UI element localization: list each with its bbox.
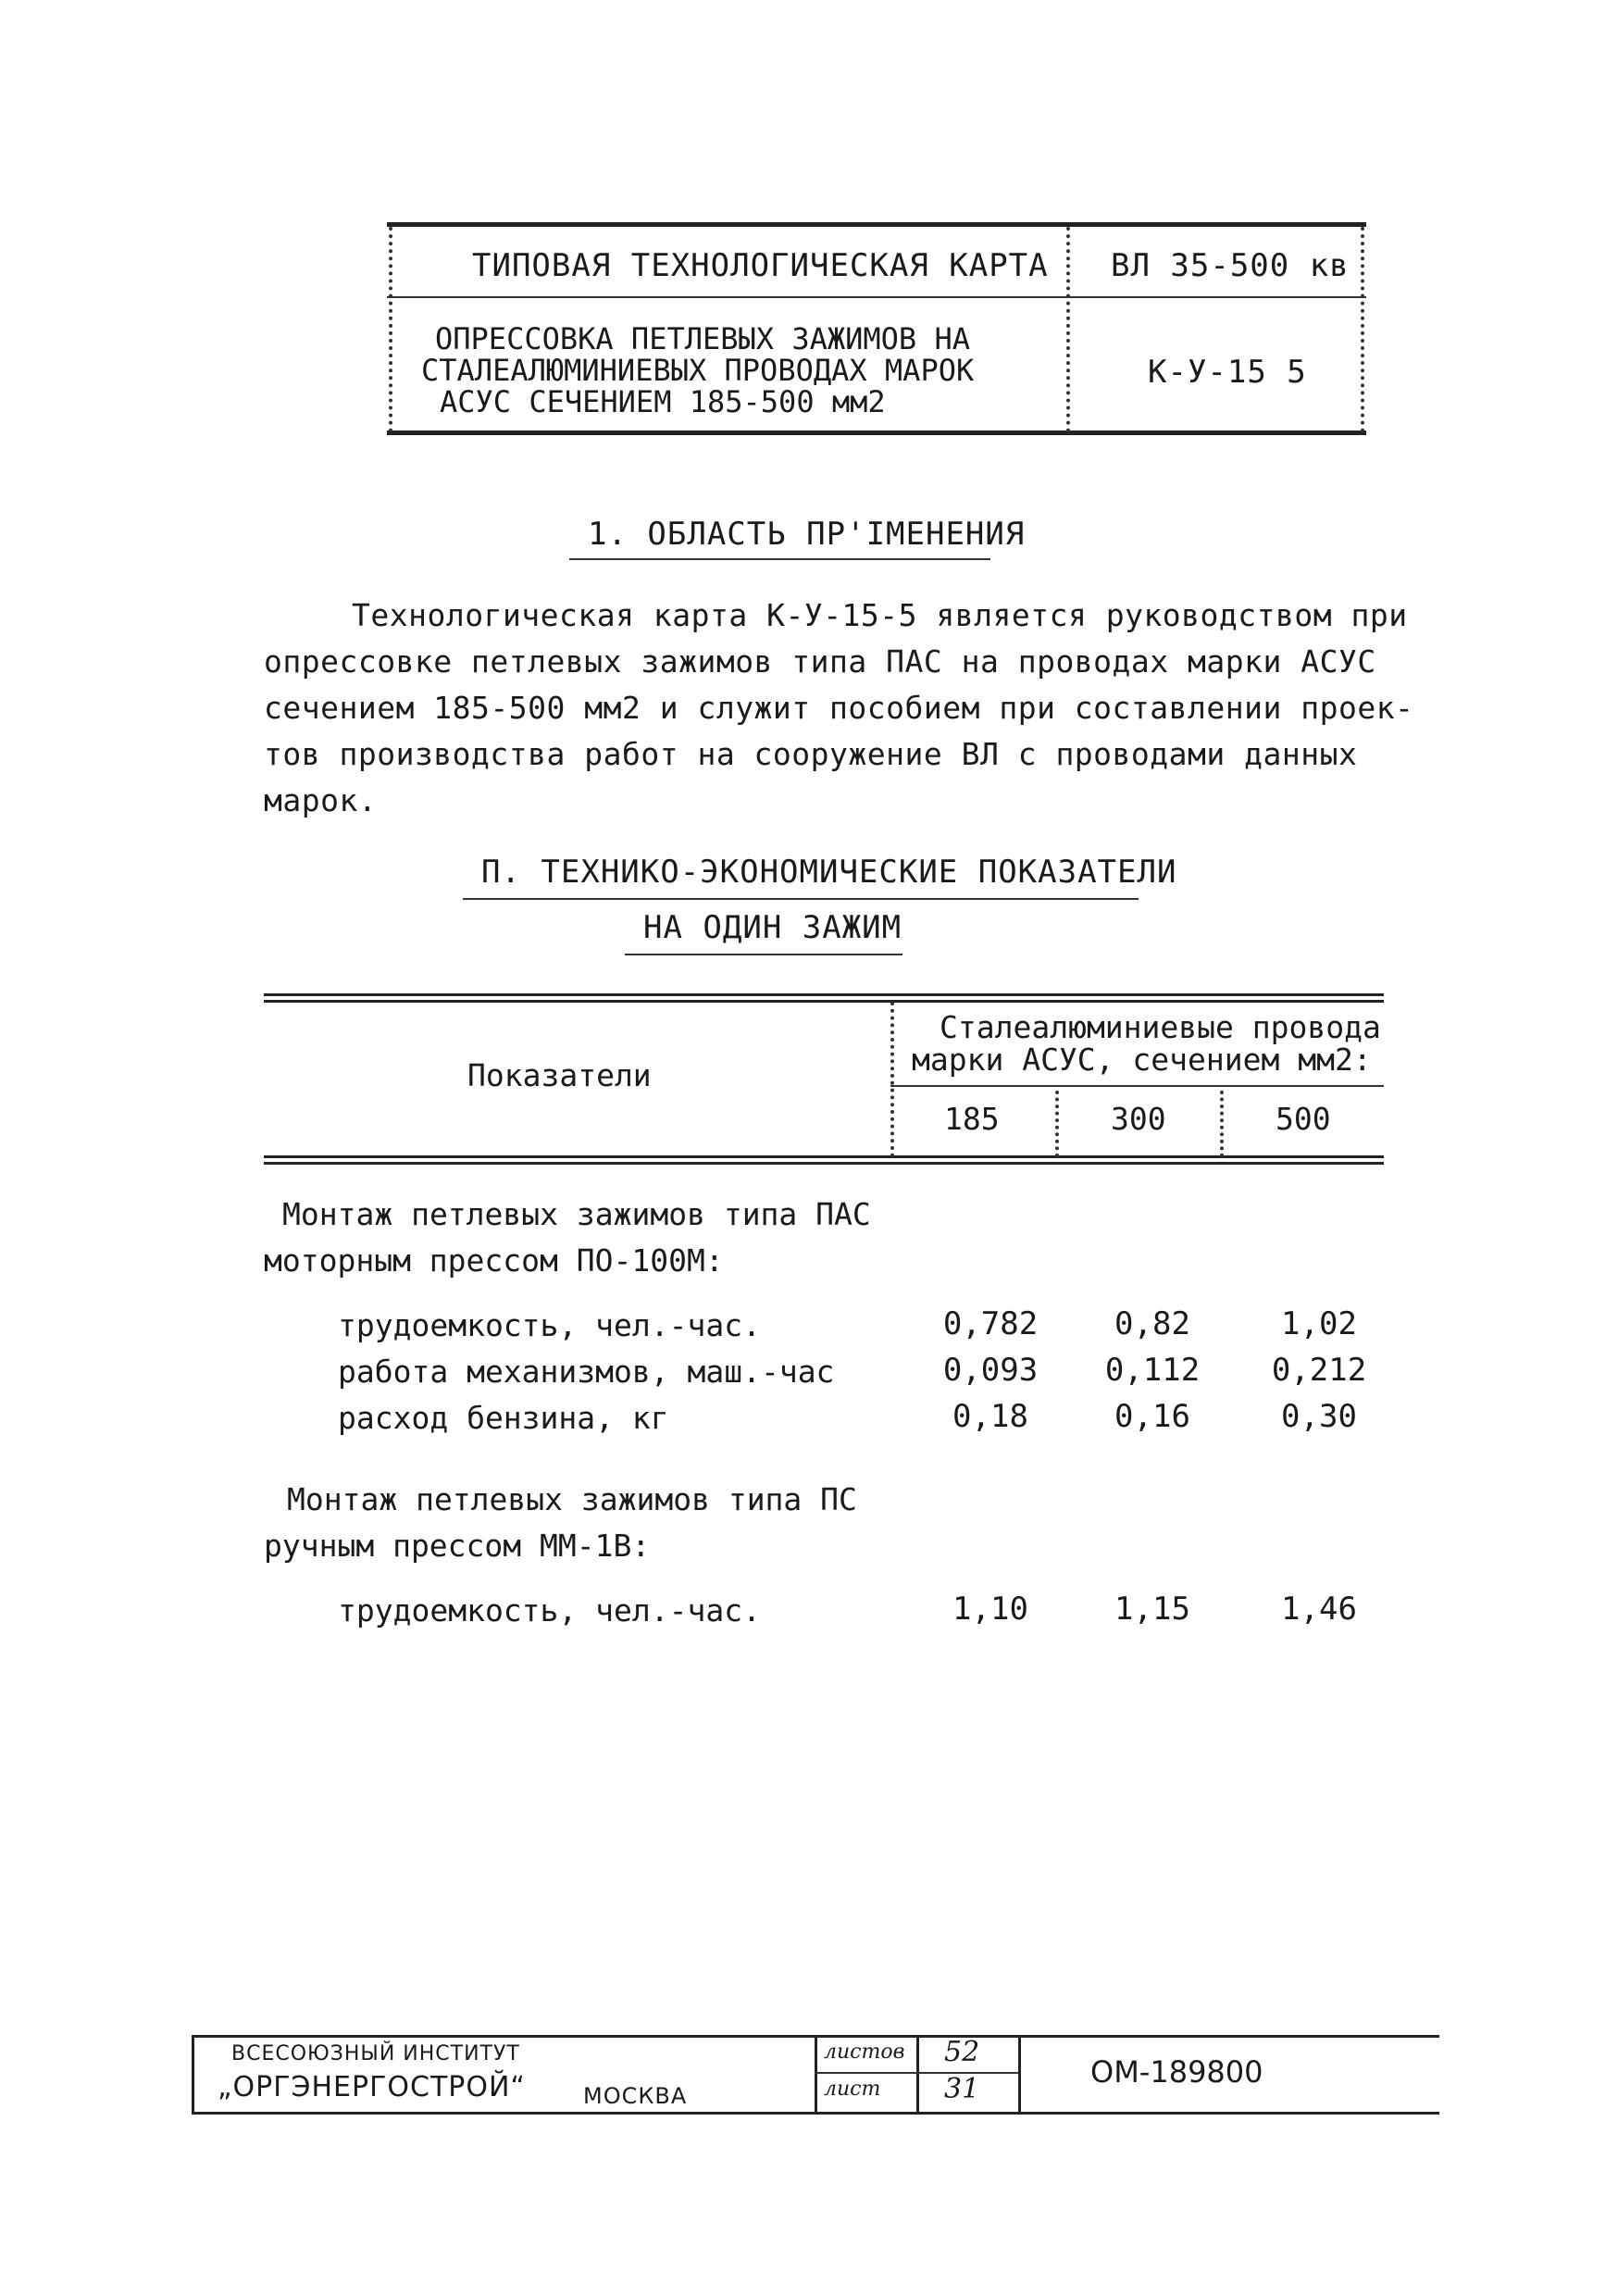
card-middle-border: [387, 296, 1366, 298]
group2-title-line-2: ручным прессом ММ-1В:: [264, 1528, 651, 1564]
card-bottom-border: [387, 430, 1366, 435]
table-column-divider: [890, 1002, 894, 1157]
table-top-border: [264, 993, 1384, 1003]
footer-org-line-2: „ОРГЭНЕРГОСТРОЙ“: [218, 2071, 526, 2103]
card-left-border: [389, 227, 392, 432]
card-divider: [1066, 227, 1070, 432]
section-300-header: 300: [1111, 1101, 1166, 1137]
footer-org-line-1: ВСЕСОЮЗНЫЙ ИНСТИТУТ: [231, 2042, 520, 2065]
section2-heading-line-1: П. ТЕХНИКО-ЭКОНОМИЧЕСКИЕ ПОКАЗАТЕЛИ: [481, 854, 1177, 891]
table-cell: 0,212: [1271, 1352, 1367, 1389]
table-cell: 0,112: [1104, 1352, 1201, 1389]
paragraph-line: тов производства работ на сооружение ВЛ с проводами данных: [264, 736, 1358, 772]
paragraph-line: марок.: [264, 782, 378, 818]
table-group-header-divider: [890, 1085, 1384, 1087]
paragraph-line: Технологическая карта К-У-15-5 является руководством при: [352, 597, 1408, 633]
card-scope: ВЛ 35-500 кв: [1111, 247, 1350, 284]
footer-divider: [1018, 2035, 1021, 2112]
table-header-bottom-border: [264, 1155, 1384, 1165]
section-185-header: 185: [944, 1101, 1000, 1137]
table-cell: 1,02: [1281, 1305, 1357, 1342]
table-cell: 1,46: [1281, 1591, 1357, 1628]
group1-title-line-2: моторным прессом ПО-100М:: [264, 1242, 724, 1279]
paragraph-line: опрессовке петлевых зажимов типа ПАС на проводах марки АСУС: [264, 643, 1376, 680]
footer-sheets-divider: [815, 2072, 1018, 2074]
table-row-label: расход бензина, кг: [338, 1400, 669, 1436]
table-cell: 1,10: [952, 1591, 1028, 1628]
table-cell: 1,15: [1114, 1591, 1190, 1628]
group1-title-line-1: Монтаж петлевых зажимов типа ПАС: [282, 1196, 871, 1232]
group-header-line-2: марки АСУС, сечением мм2:: [912, 1042, 1372, 1078]
section2-heading-underline-2: [625, 954, 902, 955]
footer-document-number: ОМ-189800: [1090, 2054, 1263, 2090]
card-subject-line-3: АСУС СЕЧЕНИЕМ 185-500 мм2: [440, 384, 886, 419]
section-500-header: 500: [1276, 1101, 1331, 1137]
table-row-label: трудоемкость, чел.-час.: [338, 1592, 761, 1628]
section1-heading: 1. ОБЛАСТЬ ПР'IМЕНЕНИЯ: [588, 516, 1026, 553]
table-cell: 0,16: [1114, 1398, 1190, 1435]
table-cell: 0,82: [1114, 1305, 1190, 1342]
card-right-border: [1361, 227, 1364, 432]
group-header-line-1: Сталеалюминиевые провода: [940, 1009, 1381, 1045]
card-subject-line-2: СТАЛЕАЛЮМИНИЕВЫХ ПРОВОДАХ МАРОК: [421, 353, 975, 388]
table-row-label: трудоемкость, чел.-час.: [338, 1307, 761, 1343]
table-column-divider: [1055, 1091, 1059, 1157]
card-code: К-У-15 5: [1148, 354, 1307, 391]
card-top-border: [387, 222, 1366, 227]
section2-heading-underline-1: [463, 898, 1139, 900]
footer-sheets-value: 52: [944, 2036, 980, 2068]
paragraph-line: сечением 185-500 мм2 и служит пособием при составлении проек-: [264, 690, 1414, 726]
table-cell: 0,782: [942, 1305, 1039, 1342]
footer-sheets-label: листов: [824, 2040, 905, 2064]
table-column-divider: [1220, 1091, 1224, 1157]
section1-heading-underline: [569, 558, 990, 560]
card-title: ТИПОВАЯ ТЕХНОЛОГИЧЕСКАЯ КАРТА: [472, 247, 1049, 284]
table-row-label: работа механизмов, маш.-час: [338, 1354, 835, 1390]
indicator-column-header: Показатели: [467, 1057, 652, 1093]
card-subject-line-1: ОПРЕССОВКА ПЕТЛЕВЫХ ЗАЖИМОВ НА: [435, 321, 970, 356]
table-cell: 0,30: [1281, 1398, 1357, 1435]
footer-city: МОСКВА: [583, 2083, 688, 2109]
footer-sheet-value: 31: [944, 2073, 980, 2105]
table-cell: 0,093: [942, 1352, 1039, 1389]
section2-heading-line-2: НА ОДИН ЗАЖИМ: [643, 909, 902, 946]
group2-title-line-1: Монтаж петлевых зажимов типа ПС: [287, 1481, 857, 1517]
table-cell: 0,18: [952, 1398, 1028, 1435]
footer-sheet-label: лист: [824, 2078, 881, 2101]
